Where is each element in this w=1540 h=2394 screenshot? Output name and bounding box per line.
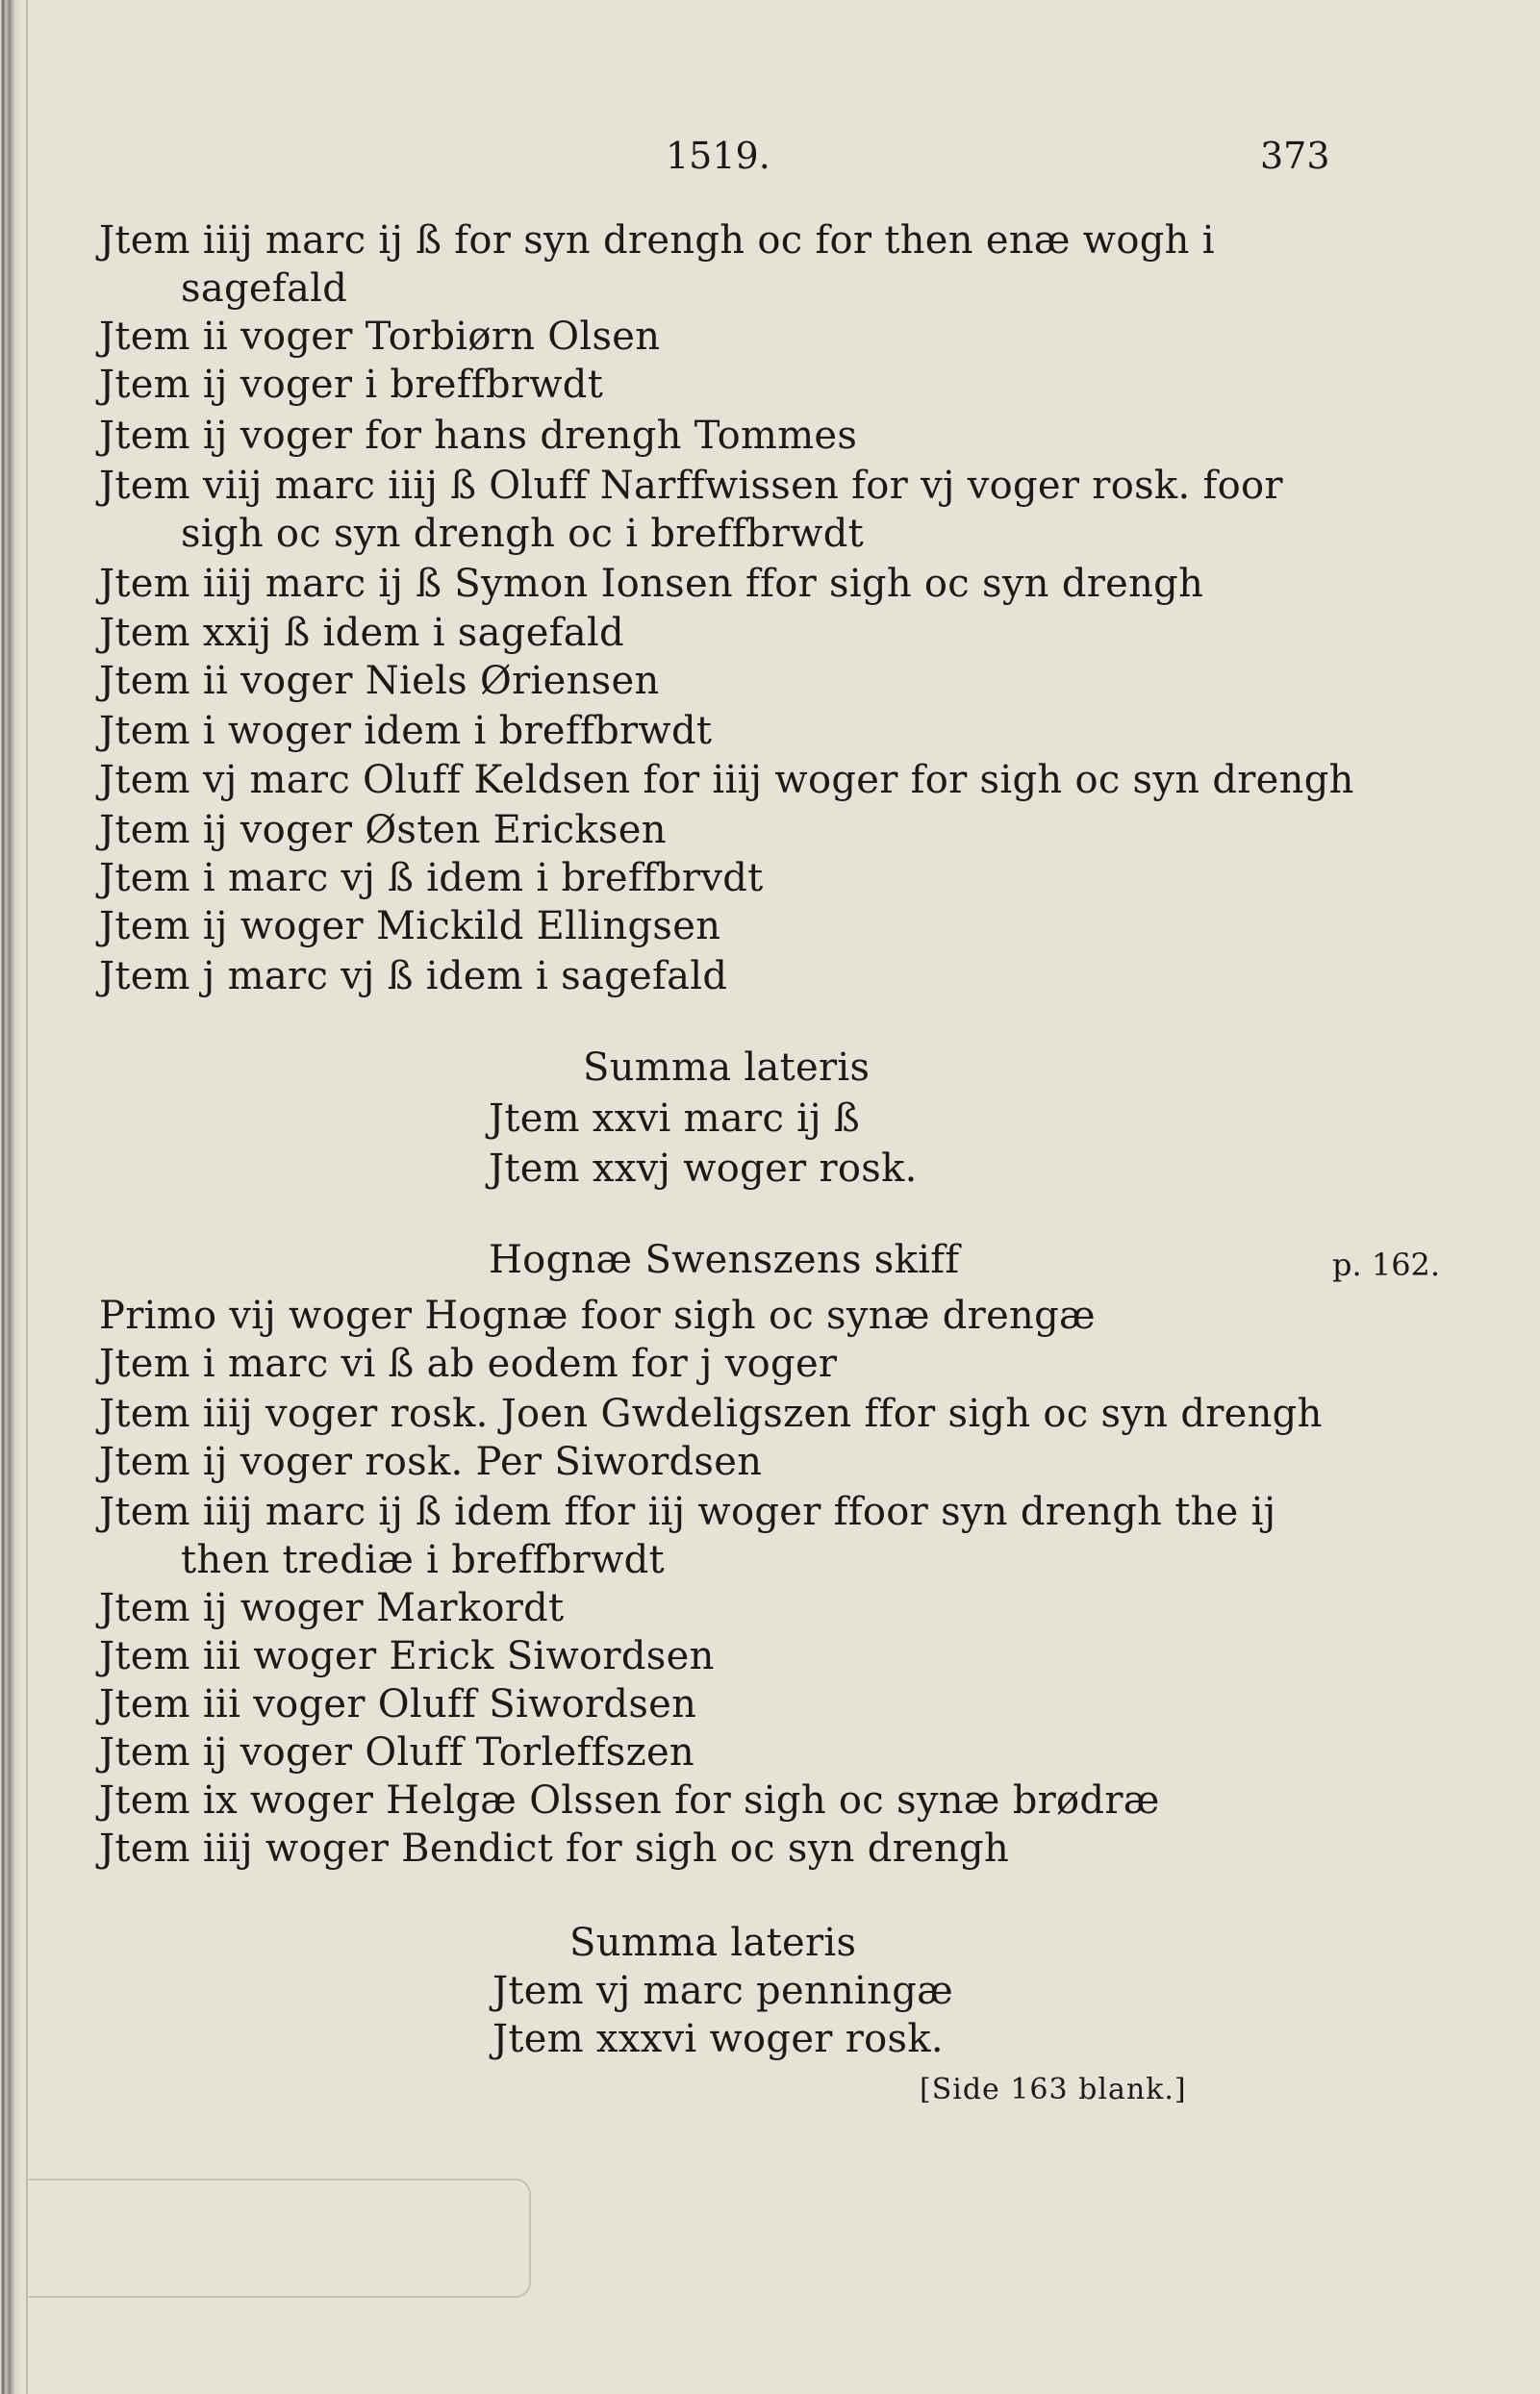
text-line: Jtem ij woger Markordt — [99, 1586, 565, 1630]
text-line: Jtem ij voger i breffbrwdt — [99, 363, 604, 407]
text-line: Jtem ij woger Mickild Ellingsen — [99, 904, 721, 948]
text-line: Jtem ij voger Oluff Torleffszen — [99, 1730, 694, 1775]
book-spine — [0, 0, 21, 2394]
text-line: Jtem ii voger Niels Øriensen — [99, 659, 660, 703]
text-line: sigh oc syn drengh oc i breffbrwdt — [181, 512, 865, 556]
header-year: 1519. — [666, 135, 770, 177]
text-line: Jtem iii voger Oluff Siwordsen — [99, 1682, 697, 1726]
text-line: Jtem iiij marc ij ß idem ffor iij woger ffoor syn drengh the ij — [99, 1490, 1276, 1534]
text-line: sagefald — [181, 266, 348, 311]
page-corner-mark — [29, 2179, 531, 2298]
text-line: Jtem iiij voger rosk. Joen Gwdeligszen ffor sigh oc syn drengh — [99, 1392, 1323, 1436]
text-line: Jtem iiij woger Bendict for sigh oc syn drengh — [99, 1827, 1010, 1871]
text-line: Jtem j marc vj ß idem i sagefald — [99, 954, 728, 998]
summa-line: Jtem xxxvi woger rosk. — [492, 2017, 944, 2061]
margin-note: p. 162. — [1332, 1247, 1441, 1283]
running-header — [0, 135, 1540, 183]
summa-heading: Summa lateris — [583, 1046, 871, 1090]
text-line: Jtem ii voger Torbiørn Olsen — [99, 315, 661, 359]
page-gutter-line — [26, 0, 28, 2394]
text-line: Jtem ij voger rosk. Per Siwordsen — [99, 1440, 763, 1484]
summa-line: Jtem xxvj woger rosk. — [489, 1147, 918, 1191]
summa-heading: Summa lateris — [569, 1921, 857, 1965]
editor-note: [Side 163 blank.] — [920, 2073, 1187, 2106]
text-line: Jtem i woger idem i breffbrwdt — [99, 709, 713, 753]
text-line: Jtem xxij ß idem i sagefald — [99, 611, 624, 655]
text-line: Jtem iii woger Erick Siwordsen — [99, 1634, 715, 1678]
text-line: Jtem ix woger Helgæ Olssen for sigh oc synæ brødræ — [99, 1778, 1160, 1823]
text-line: Jtem iiij marc ij ß Symon Ionsen ffor sigh oc syn drengh — [99, 562, 1204, 606]
text-line: then trediæ i breffbrwdt — [181, 1538, 665, 1582]
text-line: Jtem ij voger for hans drengh Tommes — [99, 414, 858, 458]
text-line: Jtem vj marc Oluff Keldsen for iiij woger for sigh oc syn drengh — [99, 758, 1354, 802]
text-line: Jtem i marc vj ß idem i breffbrvdt — [99, 856, 764, 900]
text-line: Jtem i marc vi ß ab eodem for j voger — [99, 1342, 838, 1386]
text-line: Jtem ij voger Østen Ericksen — [99, 808, 667, 852]
section-heading: Hognæ Swenszens skiff — [489, 1238, 960, 1282]
text-line: Jtem iiij marc ij ß for syn drengh oc for then enæ wogh i — [99, 218, 1215, 263]
text-line: Jtem viij marc iiij ß Oluff Narffwissen for vj voger rosk. foor — [99, 464, 1283, 508]
summa-line: Jtem xxvi marc ij ß — [489, 1096, 860, 1141]
text-line: Primo vij woger Hognæ foor sigh oc synæ drengæ — [99, 1294, 1096, 1338]
page-number: 373 — [1260, 135, 1330, 177]
summa-line: Jtem vj marc penningæ — [492, 1969, 954, 2013]
